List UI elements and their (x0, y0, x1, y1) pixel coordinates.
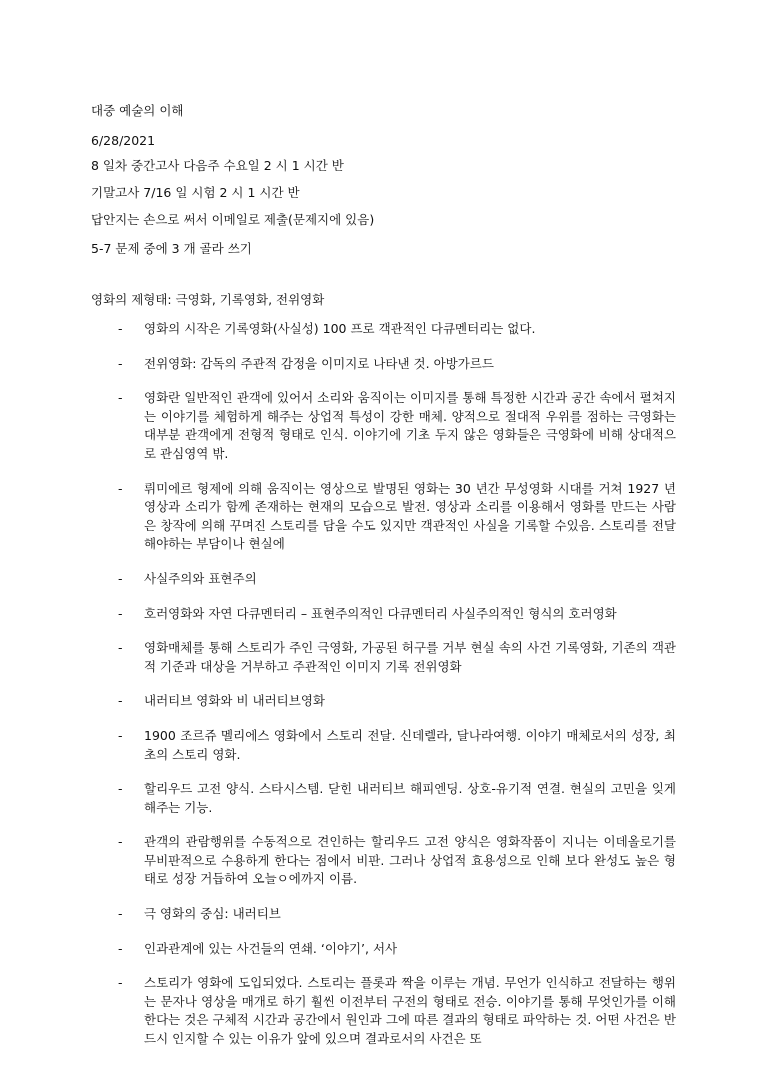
list-item-text: 영화란 일반적인 관객에 있어서 소리와 움직이는 이미지를 통해 특정한 시간과 공간 속에서 펼쳐지는 이야기를 체험하게 해주는 상업적 특성이 강한 매체. 양적으로 절대적 우위를 점하는 극영화는 대부분 관객에게 전형적 형태로 인식. 이야기에 기초 두지 않은 영화들은 극영화에 비해 상대적으로 관심영역 밖. (144, 390, 676, 461)
list-item (0, 570, 768, 589)
note-questions: 5-7 문제 중에 3 개 골라 쓰기 (91, 241, 252, 256)
list-item-text: 뤼미에르 형제에 의해 움직이는 영상으로 발명된 영화는 30 년간 무성영화 시대를 거쳐 1927 년 영상과 소리가 함께 존재하는 현재의 모습으로 발전. 영상과 소리를 이용해서 영화를 만드는 사람은 창작에 의해 꾸며진 스토리를 담을 수도 있지만 객관적인 사실을 기록할 수있음. 스토리를 전달해야하는 부담이나 현실에 (144, 480, 676, 552)
bullet-marker: - (118, 570, 123, 586)
bullet-marker: - (118, 355, 123, 371)
list-item-text: 스토리가 영화에 도입되었다. 스토리는 플롯과 짝을 이루는 개념. 무언가 인식하고 전달하는 행위는 문자나 영상을 매개로 하기 훨씬 이전부터 구전의 형태로 전승. 이야기를 통해 무엇인가를 이해한다는 것은 구체적 시간과 공간에서 원인과 그에 따른 결과의 형태로 파악하는 것. 어떤 사건은 반드시 인지할 수 있는 이유가 앞에 있으며 결과로서의 사건은 또 (144, 975, 676, 1047)
list-item (0, 355, 768, 374)
list-item-text: 전위영화: 감독의 주관적 감정을 이미지로 나타낸 것. 아방가르드 (144, 355, 494, 371)
list-item (0, 833, 768, 889)
list-item (0, 940, 768, 959)
note-midterm: 8 일차 중간고사 다음주 수요일 2 시 1 시간 반 (91, 158, 344, 173)
list-item-text: 1900 조르쥬 멜리에스 영화에서 스토리 전달. 신데렐라, 달나라여행. 이야기 매체로서의 성장, 최초의 스토리 영화. (144, 727, 676, 762)
list-item (0, 974, 768, 1048)
section-title: 영화의 제형태: 극영화, 기록영화, 전위영화 (91, 292, 325, 307)
bullet-marker: - (118, 693, 123, 709)
list-item (0, 389, 768, 463)
list-item-text: 내러티브 영화와 비 내러티브영화 (144, 693, 325, 709)
bullet-marker: - (118, 906, 123, 922)
list-item-text: 극 영화의 중심: 내러티브 (144, 906, 281, 922)
list-item-text: 인과관계에 있는 사건들의 연쇄. ‘이야기’, 서사 (144, 940, 398, 956)
list-item (0, 692, 768, 711)
bullet-marker: - (118, 781, 123, 797)
bullet-list (0, 320, 768, 1065)
list-item-text: 영화매체를 통해 스토리가 주인 극영화, 가공된 허구를 거부 현실 속의 사건 기록영화, 기존의 객관적 기준과 대상을 거부하고 주관적인 이미지 기록 전위영화 (144, 640, 676, 674)
bullet-marker: - (118, 975, 123, 991)
bullet-marker: - (118, 940, 123, 956)
list-item (0, 905, 768, 924)
list-item-text: 사실주의와 표현주의 (144, 570, 257, 586)
bullet-marker: - (118, 605, 123, 621)
list-item (0, 727, 768, 764)
list-item-text: 호러영화와 자연 다큐멘터리 – 표현주의적인 다큐멘터리 사실주의적인 형식의 호러영화 (144, 605, 617, 621)
bullet-marker: - (118, 480, 123, 496)
list-item (0, 480, 768, 554)
list-item-text: 할리우드 고전 양식. 스타시스템. 닫힌 내러티브 해피엔딩. 상호-유기적 연결. 현실의 고민을 잊게 해주는 기능. (144, 781, 676, 815)
bullet-marker: - (118, 727, 123, 743)
list-item (0, 320, 768, 339)
note-final: 기말고사 7/16 일 시험 2 시 1 시간 반 (91, 185, 300, 200)
list-item (0, 639, 768, 676)
list-item (0, 605, 768, 624)
bullet-marker: - (118, 640, 123, 656)
bullet-marker: - (118, 834, 123, 850)
list-item (0, 780, 768, 817)
bullet-marker: - (118, 321, 123, 336)
document-title: 대중 예술의 이해 (91, 103, 184, 118)
document-date: 6/28/2021 (91, 133, 156, 148)
bullet-marker: - (118, 390, 123, 406)
list-item-text: 관객의 관람행위를 수동적으로 견인하는 할리우드 고전 양식은 영화작품이 지니는 이데올로기를 무비판적으로 수용하게 한다는 점에서 비판. 그러나 상업적 효용성으로 인해 보다 완성도 높은 형태로 성장 거듭하여 오늘ㅇ에까지 이름. (144, 834, 676, 887)
note-submission: 답안지는 손으로 써서 이메일로 제출(문제지에 있음) (91, 212, 375, 227)
list-item-text: 영화의 시작은 기록영화(사실성) 100 프로 객관적인 다큐멘터리는 없다. (144, 321, 536, 336)
